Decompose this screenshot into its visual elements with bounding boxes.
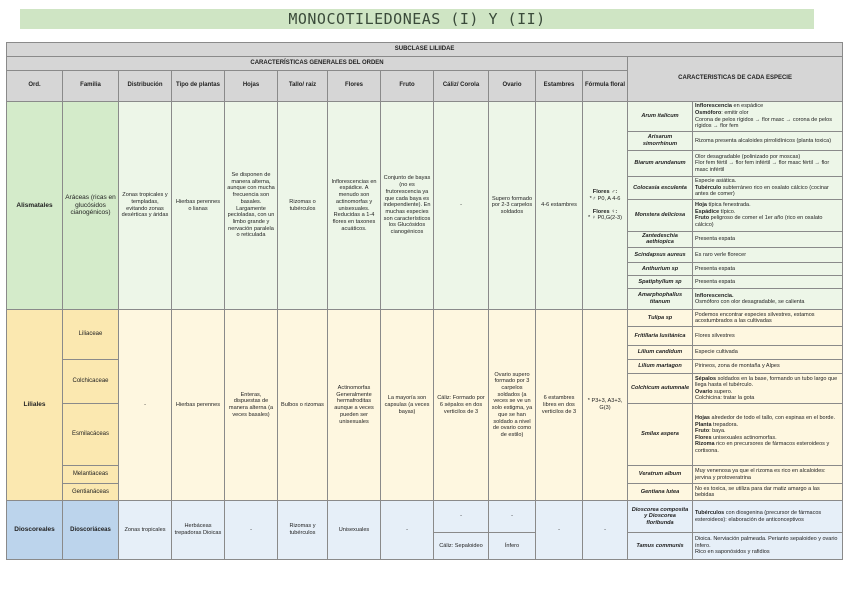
col-estambres: Estambres (536, 71, 583, 102)
formula-male-label: Flores ♂: (592, 189, 618, 196)
family-melantiaceas: Melantiaceas (63, 466, 119, 484)
species-name: Biarum arundanum (628, 151, 693, 177)
species-name: Scindapsus aureus (628, 248, 693, 263)
alis-ovario: Supero formado por 2-3 carpelos soldados (489, 102, 536, 310)
alis-hojas: Se disponen de manera alterna, aunque con mucha frecuencia son basales. Largamente pecioladas, con un limbo grande y nervación paralela o reticulada (225, 102, 278, 310)
lili-estambres: 6 estambres libres en dos verticilos de 3 (536, 310, 583, 501)
species-desc: Especie asiática. Tubérculo subterráneo rico en oxalato cálcico (cocinar antes de comer) (693, 177, 843, 200)
family-araceas: Aráceas (ricas en glucósidos cianogénicos) (63, 102, 119, 310)
dios-ovario-top: - (489, 501, 536, 533)
lili-tipo: Hierbas perennes (172, 310, 225, 501)
species-desc: Presenta espata (693, 263, 843, 276)
species-name: Veratrum album (628, 466, 693, 484)
col-flores: Flores (328, 71, 381, 102)
family-liliaceae: Liliaceae (63, 310, 119, 360)
monocot-table (6, 42, 843, 560)
species-name: Lilium martagon (628, 360, 693, 374)
species-name: Fritillaria lusitánica (628, 327, 693, 346)
dios-flores: Unisexuales (328, 501, 381, 560)
species-name: Colocasia esculenta (628, 177, 693, 200)
alis-tallo: Rizomas o tubérculos (278, 102, 328, 310)
formula-female-label: Flores ♀: (592, 208, 618, 215)
lili-fruto: La mayoría son capsulas (a veces bayas) (381, 310, 434, 501)
col-caliz: Cáliz/ Corola (434, 71, 489, 102)
order-liliales: Liliales (7, 310, 63, 501)
species-desc: Presenta espata (693, 231, 843, 247)
formula-male: *♂ P0, A 4-6 (589, 195, 621, 202)
species-desc: Presenta espata (693, 276, 843, 289)
species-desc: Muy venenosa ya que el rizoma es rico en alcaloides: jervina y protoveratrina (693, 466, 843, 484)
col-distribucion: Distribución (119, 71, 172, 102)
lili-formula: * P3+3, A3+3, G(3) (583, 310, 628, 501)
caracteristicas-header: CARACTERÍSTICAS GENERALES DEL ORDEN (7, 57, 628, 71)
species-name: Tulipa sp (628, 310, 693, 327)
dios-estambres: - (536, 501, 583, 560)
species-name: Gentiana lutea (628, 484, 693, 501)
page-title: MONOCOTILEDONEAS (I) Y (II) (20, 9, 814, 29)
species-desc: Dioica. Nerviación palmeada. Perianto sepaloideo y ovario ínfero. Rico en saponósidos y rafidios (693, 533, 843, 560)
species-desc: Inflorescencia en espádice Osmóforo: emitir olor Corona de pelos rígidos → flor masc → corona de pelos rígidos → flor fem (693, 102, 843, 132)
dios-hojas: - (225, 501, 278, 560)
species-name: Amarphophallus titanum (628, 289, 693, 310)
col-familia: Familia (63, 71, 119, 102)
species-desc: Rizoma presenta alcaloides pirrolidínicos (planta toxica) (693, 132, 843, 151)
species-name: Spatiphyllum sp (628, 276, 693, 289)
lili-distribucion: - (119, 310, 172, 501)
col-hojas: Hojas (225, 71, 278, 102)
species-name: Lilium candidum (628, 346, 693, 360)
species-name: Monstera deliciosa (628, 199, 693, 231)
dios-distribucion: Zonas tropicales (119, 501, 172, 560)
dios-ovario-bottom: Ínfero (489, 533, 536, 560)
species-desc: Pirineos, zona de montaña y Alpes (693, 360, 843, 374)
lili-caliz: Cáliz: Formado por 6 sépalos en dos verticilos de 3 (434, 310, 489, 501)
lili-tallo: Bulbos o rizomas (278, 310, 328, 501)
lili-hojas: Enteras, dispuestas de manera alterna (a veces basales) (225, 310, 278, 501)
species-desc: Olor desagradable (polinizado por moscas) Flor fem fértil → flor fem infértil → flor masc fértil → flor masc infértil (693, 151, 843, 177)
col-ord: Ord. (7, 71, 63, 102)
dios-tipo: Herbáceas trepadoras Dioicas (172, 501, 225, 560)
col-ovario: Ovario (489, 71, 536, 102)
species-desc: Podemos encontrar especies silvestres, estamos acostumbrados a las cultivadas (693, 310, 843, 327)
family-colchicaceae: Colchicaceae (63, 360, 119, 404)
species-name: Dioscorea composita y Dioscorea floribunda (628, 501, 693, 533)
species-name: Anthurium sp (628, 263, 693, 276)
col-tallo: Tallo/ raíz (278, 71, 328, 102)
especie-header: CARACTERISTICAS DE CADA ESPECIE (628, 57, 843, 102)
species-desc: No es toxica, se utiliza para dar matiz amargo a las bebidas (693, 484, 843, 501)
order-alismatales: Alismatales (7, 102, 63, 310)
lili-flores: Actinomorfas Generalmente hermafroditas aunque a veces pueden ser unisexuales (328, 310, 381, 501)
col-tipo: Tipo de plantas (172, 71, 225, 102)
order-dioscoreales: Dioscoreales (7, 501, 63, 560)
alis-tipo: Hierbas perennes o lianas (172, 102, 225, 310)
species-desc: Sépalos soldados en la base, formando un tubo largo que llega hasta el tubérculo. Ovario supero. Colchicina: tratar la gota (693, 374, 843, 404)
dios-caliz-bottom: Cáliz: Sepaloideo (434, 533, 489, 560)
species-name: Zantedeschia aethiopica (628, 231, 693, 247)
dios-tallo: Rizomas y tubérculos (278, 501, 328, 560)
col-fruto: Fruto (381, 71, 434, 102)
dios-caliz-top: - (434, 501, 489, 533)
species-desc: Hojas alrededor de todo el tallo, con espinas en el borde. Planta trepadora. Fruto: baya. Flores unisexuales actinomorfas. Rizoma rico en precursores de fármacos esteroideos y cortisona. (693, 404, 843, 466)
species-name: Tamus communis (628, 533, 693, 560)
col-formula: Fórmula floral (583, 71, 628, 102)
alis-formula (583, 102, 628, 310)
dios-fruto: - (381, 501, 434, 560)
family-gentianaceas: Gentianáceas (63, 484, 119, 501)
family-esmilacaceas: Esmilacáceas (63, 404, 119, 466)
species-desc: Inflorescencia. Osmóforo con olor desagradable, se calienta (693, 289, 843, 310)
alis-flores: Inflorescencias en espádice. A menudo son actinomorfas y unisexuales. Reducidas a 1-4 flores en taxones acuáticos. (328, 102, 381, 310)
species-desc: Es raro verle florecer (693, 248, 843, 263)
species-name: Colchicum autumnale (628, 374, 693, 404)
alis-caliz: - (434, 102, 489, 310)
alis-fruto: Conjunto de bayas (no es frutorescencia ya que cada baya es independiente). En muchas especies son característicos los Glucósidos cianogénicos (381, 102, 434, 310)
alis-distribucion: Zonas tropicales y templadas, evitando zonas desérticas y áridas (119, 102, 172, 310)
species-name: Arum italicum (628, 102, 693, 132)
subclase-header: SUBCLASE LILIIDAE (7, 43, 843, 57)
species-name: Arisarum simorrhinum (628, 132, 693, 151)
species-desc: Especie cultivada (693, 346, 843, 360)
species-desc: Flores silvestres (693, 327, 843, 346)
formula-female: * ♀ P0,G(2-3) (587, 215, 623, 222)
alis-estambres: 4-6 estambres (536, 102, 583, 310)
dios-formula: - (583, 501, 628, 560)
species-desc: Hoja típica fenestrada. Espádice típico. Fruto peligroso de comer el 1er año (rico en oxalato cálcico) (693, 199, 843, 231)
lili-ovario: Ovario supero formado por 3 carpelos soldados (a veces se ve un solo estigma, ya que se han soldado a nivel de ovario como de estilo) (489, 310, 536, 501)
family-dioscoriaceas: Dioscoriáceas (63, 501, 119, 560)
species-name: Smilax aspera (628, 404, 693, 466)
species-desc: Tubérculos con diosgenina (precursor de fármacos esteroideos): elaboración de anticonceptivos (693, 501, 843, 533)
